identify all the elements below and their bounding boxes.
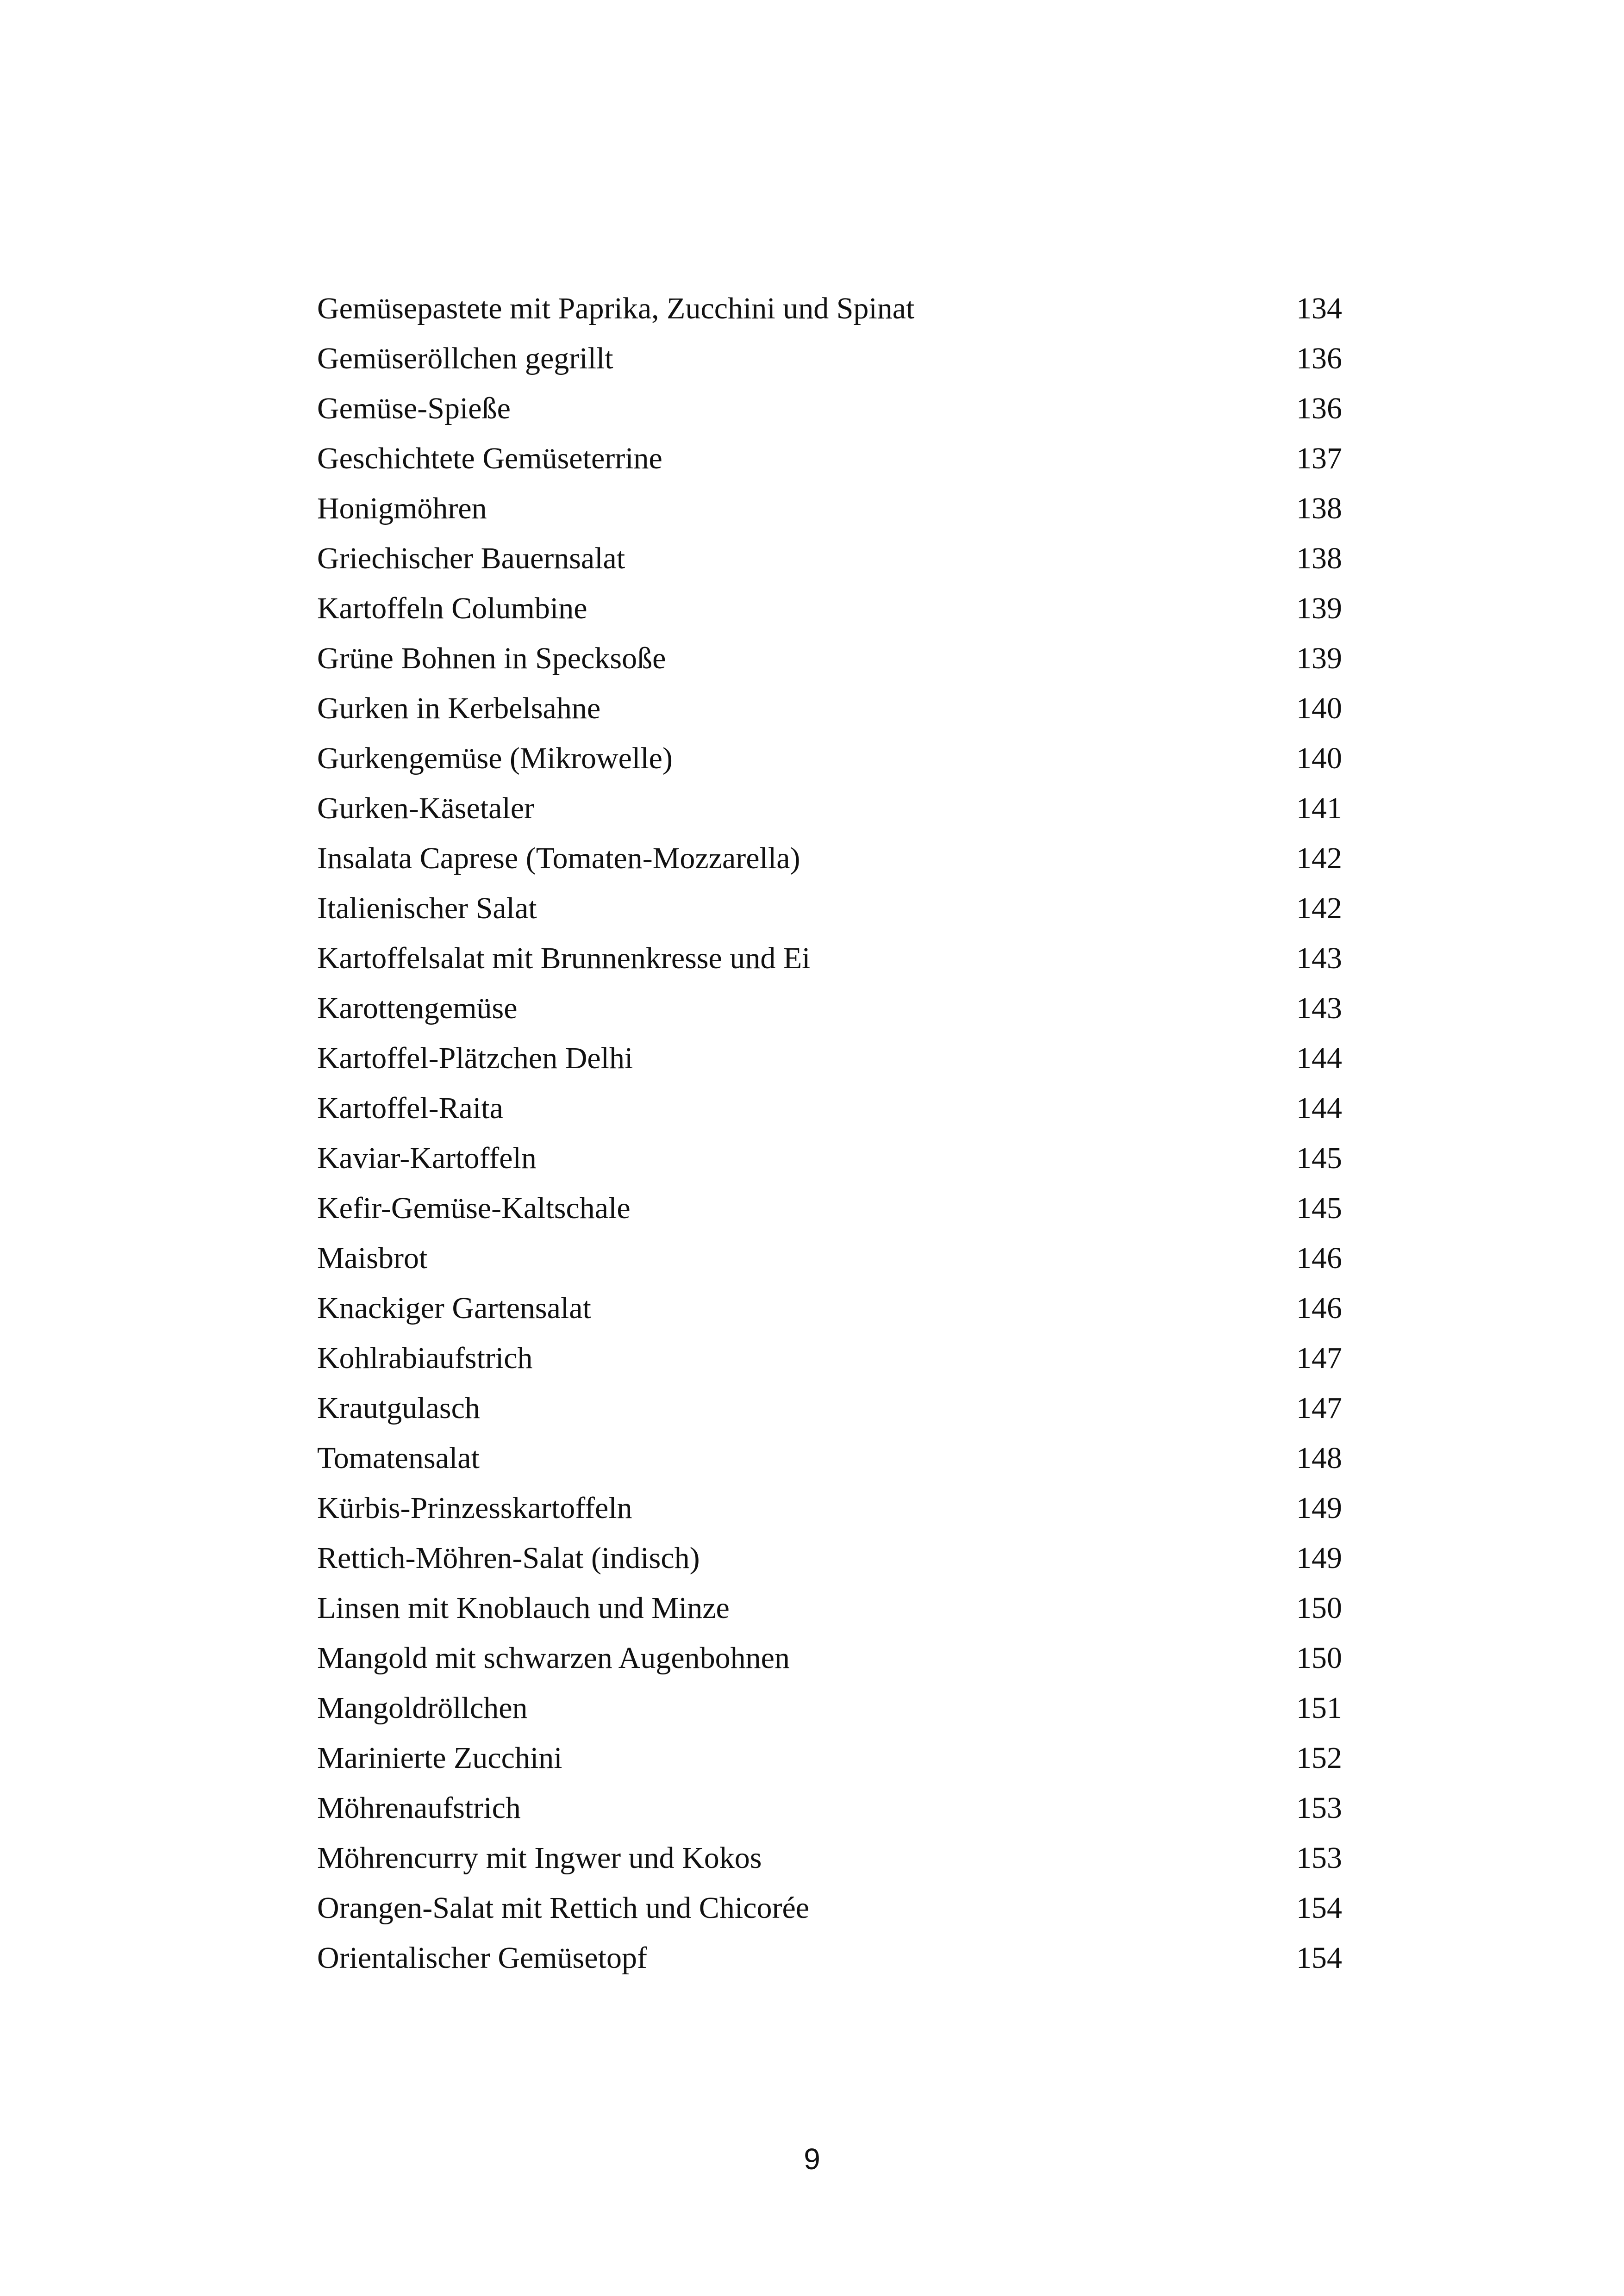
toc-entry <box>317 1683 1342 1733</box>
toc-entry-title: Orientalischer Gemüsetopf <box>317 1941 647 1975</box>
toc-entry <box>317 1383 1342 1433</box>
toc-entry <box>317 1033 1342 1083</box>
toc-entry-title: Gemüse-Spieße <box>317 392 511 425</box>
page-number: 9 <box>804 2142 820 2176</box>
toc-entry-title: Mangoldröllchen <box>317 1691 528 1725</box>
toc-entry-page-number: 138 <box>1296 541 1342 575</box>
toc-entry-page-number: 142 <box>1296 891 1342 925</box>
toc-entry-page-number: 147 <box>1296 1341 1342 1375</box>
toc-entry <box>317 834 1342 884</box>
toc-entry-page-number: 154 <box>1296 1941 1342 1975</box>
toc-entry-page-number: 144 <box>1296 1041 1342 1075</box>
toc-entry-title: Möhrencurry mit Ingwer und Kokos <box>317 1841 762 1875</box>
toc-entry-title: Gurken-Käsetaler <box>317 791 535 825</box>
toc-entry <box>317 884 1342 933</box>
toc-entry-page-number: 143 <box>1296 991 1342 1025</box>
toc-entry-title: Rettich-Möhren-Salat (indisch) <box>317 1541 700 1575</box>
toc-entry-title: Gemüsepastete mit Paprika, Zucchini und Spinat <box>317 292 915 325</box>
toc-entry-page-number: 150 <box>1296 1641 1342 1675</box>
toc-entry-title: Tomatensalat <box>317 1441 480 1475</box>
toc-entry <box>317 684 1342 734</box>
toc-entry-title: Kefir-Gemüse-Kaltschale <box>317 1191 631 1225</box>
toc-entry-title: Italienischer Salat <box>317 891 537 925</box>
toc-entry <box>317 734 1342 784</box>
toc-entry-title: Linsen mit Knoblauch und Minze <box>317 1591 730 1625</box>
toc-entry-page-number: 145 <box>1296 1191 1342 1225</box>
toc-entry-page-number: 140 <box>1296 741 1342 775</box>
toc-entry-page-number: 139 <box>1296 591 1342 625</box>
toc-entry <box>317 1483 1342 1533</box>
toc-entry-title: Gurkengemüse (Mikrowelle) <box>317 741 673 775</box>
toc-entry <box>317 1583 1342 1633</box>
toc-entry-title: Mangold mit schwarzen Augenbohnen <box>317 1641 790 1675</box>
toc-entry-title: Knackiger Gartensalat <box>317 1291 591 1325</box>
toc-entry <box>317 634 1342 684</box>
toc-entry-title: Griechischer Bauernsalat <box>317 541 625 575</box>
toc-entry-page-number: 154 <box>1296 1891 1342 1925</box>
toc-entry <box>317 534 1342 584</box>
toc-entry-title: Insalata Caprese (Tomaten-Mozzarella) <box>317 841 800 875</box>
toc-entry-title: Kartoffeln Columbine <box>317 591 587 625</box>
toc-entry-page-number: 136 <box>1296 342 1342 375</box>
toc-entry-title: Kartoffel-Raita <box>317 1091 503 1125</box>
toc-entry-page-number: 149 <box>1296 1541 1342 1575</box>
toc-entry-title: Maisbrot <box>317 1241 428 1275</box>
toc-entry-page-number: 141 <box>1296 791 1342 825</box>
toc-entry-page-number: 148 <box>1296 1441 1342 1475</box>
toc-entry-title: Honigmöhren <box>317 492 487 525</box>
toc-entry-title: Karottengemüse <box>317 991 518 1025</box>
toc-entry-page-number: 137 <box>1296 442 1342 475</box>
toc-entry-page-number: 145 <box>1296 1141 1342 1175</box>
toc-entry <box>317 1883 1342 1933</box>
toc-entry <box>317 1133 1342 1183</box>
toc-entry-title: Krautgulasch <box>317 1391 480 1425</box>
toc-entry <box>317 1283 1342 1333</box>
toc-entry-page-number: 147 <box>1296 1391 1342 1425</box>
toc-entry <box>317 1933 1342 1983</box>
toc-entry-page-number: 151 <box>1296 1691 1342 1725</box>
toc-entry-page-number: 153 <box>1296 1791 1342 1825</box>
toc-entry <box>317 1433 1342 1483</box>
toc-entry-title: Kartoffelsalat mit Brunnenkresse und Ei <box>317 941 811 975</box>
toc-entry <box>317 1783 1342 1833</box>
toc-entry <box>317 933 1342 983</box>
toc-entry-title: Kartoffel-Plätzchen Delhi <box>317 1041 633 1075</box>
toc-entry <box>317 484 1342 534</box>
toc-entry <box>317 284 1342 334</box>
toc-entry-page-number: 142 <box>1296 841 1342 875</box>
toc-entry <box>317 1833 1342 1883</box>
toc-entry-page-number: 150 <box>1296 1591 1342 1625</box>
toc-entry <box>317 334 1342 384</box>
toc-entry-page-number: 134 <box>1296 292 1342 325</box>
toc-entry-title: Gurken in Kerbelsahne <box>317 691 601 725</box>
toc-entry <box>317 1333 1342 1383</box>
toc-entry-page-number: 143 <box>1296 941 1342 975</box>
toc-entry <box>317 1183 1342 1233</box>
toc-entry-page-number: 140 <box>1296 691 1342 725</box>
toc-entry-title: Grüne Bohnen in Specksoße <box>317 641 666 675</box>
toc-entry <box>317 1733 1342 1783</box>
toc-entry-title: Kürbis-Prinzesskartoffeln <box>317 1491 632 1525</box>
toc-entry <box>317 1083 1342 1133</box>
toc-entry-page-number: 136 <box>1296 392 1342 425</box>
toc-entry-page-number: 153 <box>1296 1841 1342 1875</box>
toc-entry-title: Marinierte Zucchini <box>317 1741 562 1775</box>
toc-entry-page-number: 149 <box>1296 1491 1342 1525</box>
table-of-contents <box>317 284 1342 1983</box>
toc-entry-page-number: 144 <box>1296 1091 1342 1125</box>
toc-entry-page-number: 152 <box>1296 1741 1342 1775</box>
toc-entry <box>317 1233 1342 1283</box>
toc-entry-page-number: 138 <box>1296 492 1342 525</box>
toc-entry <box>317 434 1342 484</box>
toc-entry-title: Kohlrabiaufstrich <box>317 1341 533 1375</box>
toc-entry-title: Orangen-Salat mit Rettich und Chicorée <box>317 1891 810 1925</box>
toc-entry-title: Kaviar-Kartoffeln <box>317 1141 537 1175</box>
toc-entry-page-number: 139 <box>1296 641 1342 675</box>
toc-entry-page-number: 146 <box>1296 1241 1342 1275</box>
toc-entry <box>317 784 1342 834</box>
toc-entry <box>317 384 1342 434</box>
toc-entry <box>317 1533 1342 1583</box>
toc-entry-page-number: 146 <box>1296 1291 1342 1325</box>
toc-entry-title: Geschichtete Gemüseterrine <box>317 442 662 475</box>
toc-entry-title: Gemüseröllchen gegrillt <box>317 342 613 375</box>
toc-entry <box>317 584 1342 634</box>
toc-entry <box>317 1633 1342 1683</box>
toc-entry <box>317 983 1342 1033</box>
toc-entry-title: Möhrenaufstrich <box>317 1791 521 1825</box>
